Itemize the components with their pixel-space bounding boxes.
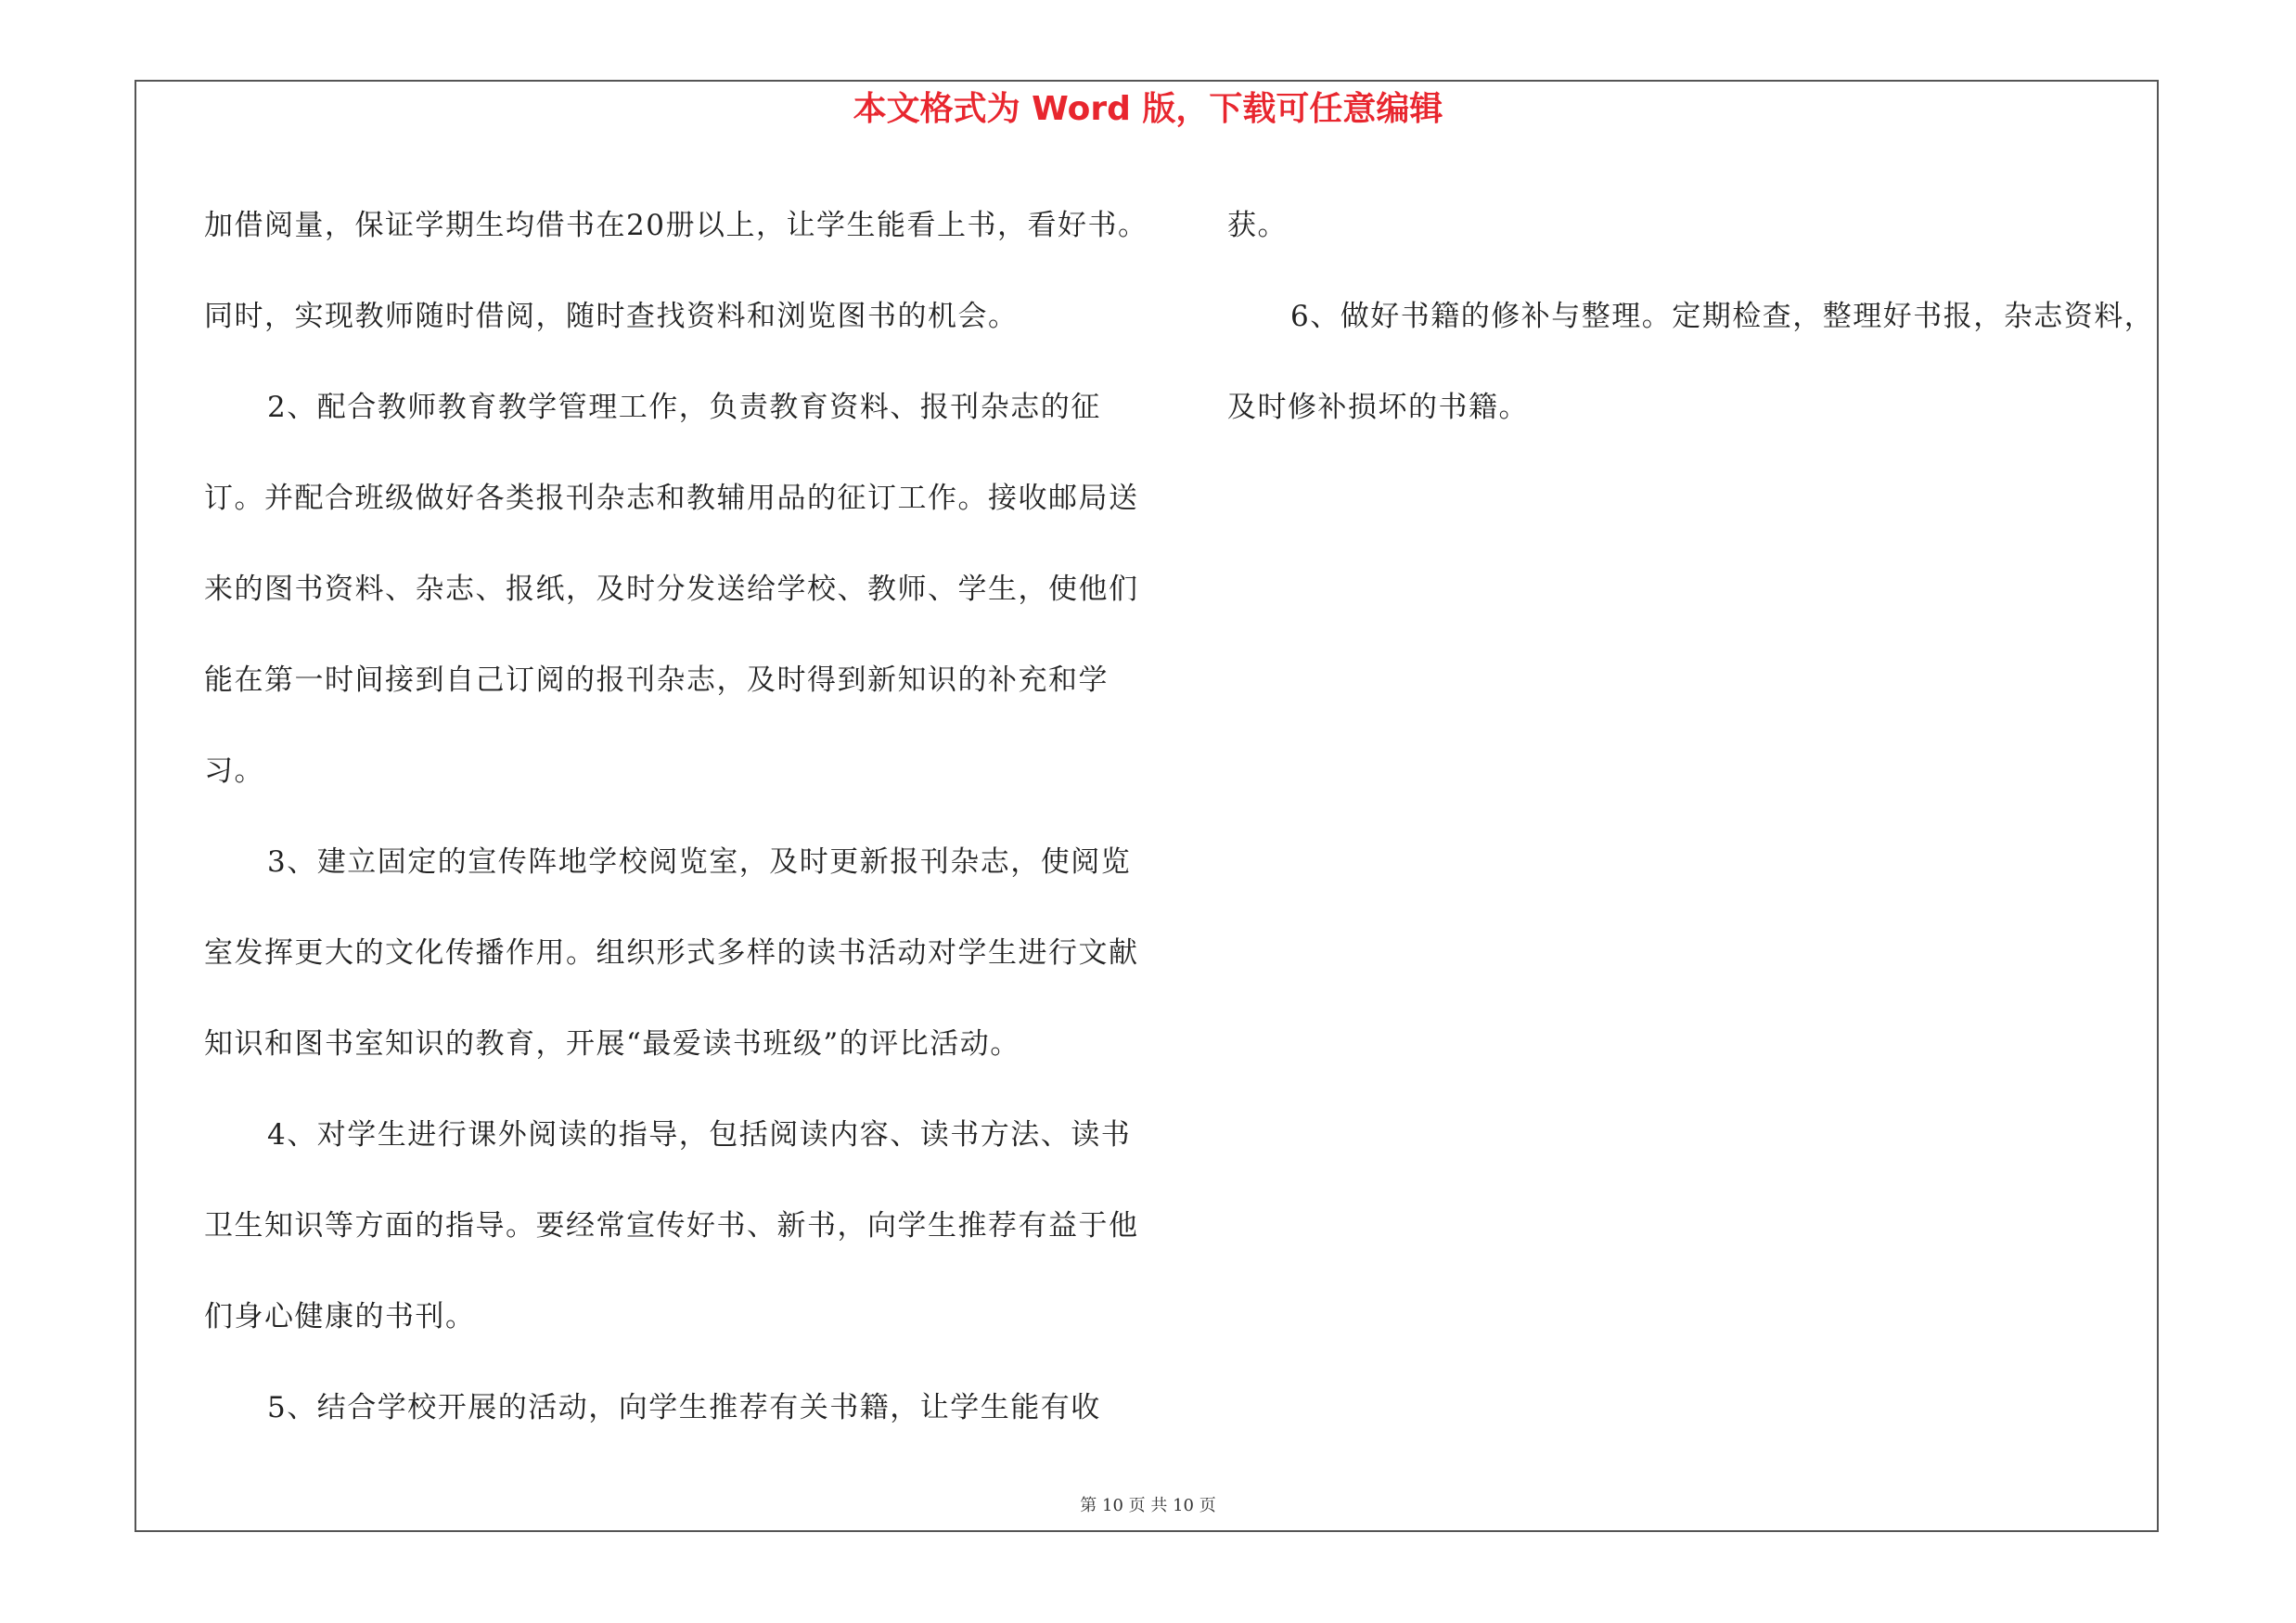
right-paragraph-1: 获。 <box>1227 209 1288 242</box>
page-footer: 第 10 页 共 10 页 <box>1080 1496 1216 1515</box>
right-paragraph-2: 6、做好书籍的修补与整理。定期检查，整理好书报，杂志资料，及时修补损坏的书籍。 <box>1227 300 2155 424</box>
left-paragraph-4: 4、对学生进行课外阅读的指导，包括阅读内容、读书方法、读书卫生知识等方面的指导。要经常宣传好书、新书，向学生推荐有益于他们身心健康的书刊。 <box>204 1118 1139 1333</box>
left-paragraph-3: 3、建立固定的宣传阵地学校阅览室，及时更新报刊杂志，使阅览室发挥更大的文化传播作用。组织形式多样的读书活动对学生进行文献知识和图书室知识的教育，开展“最爱读书班级”的评比活动。 <box>204 845 1139 1061</box>
left-paragraph-2: 2、配合教师教育教学管理工作，负责教育资料、报刊杂志的征订。并配合班级做好各类报刊杂志和教辅用品的征订工作。接收邮局送来的图书资料、杂志、报纸，及时分发送给学校、教师、学生，使他们能在第一时间接到自己订阅的报刊杂志，及时得到新知识的补充和学习。 <box>204 391 1139 788</box>
left-paragraph-1: 加借阅量，保证学期生均借书在20册以上，让学生能看上书，看好书。同时，实现教师随时借阅，随时查找资料和浏览图书的机会。 <box>204 209 1148 333</box>
left-paragraph-5: 5、结合学校开展的活动，向学生推荐有关书籍，让学生能有收 <box>267 1391 1101 1424</box>
left-column <box>204 180 1160 1453</box>
document-banner: 本文格式为 Word 版，下载可任意编辑 <box>853 90 1443 128</box>
right-column <box>1227 180 2166 453</box>
